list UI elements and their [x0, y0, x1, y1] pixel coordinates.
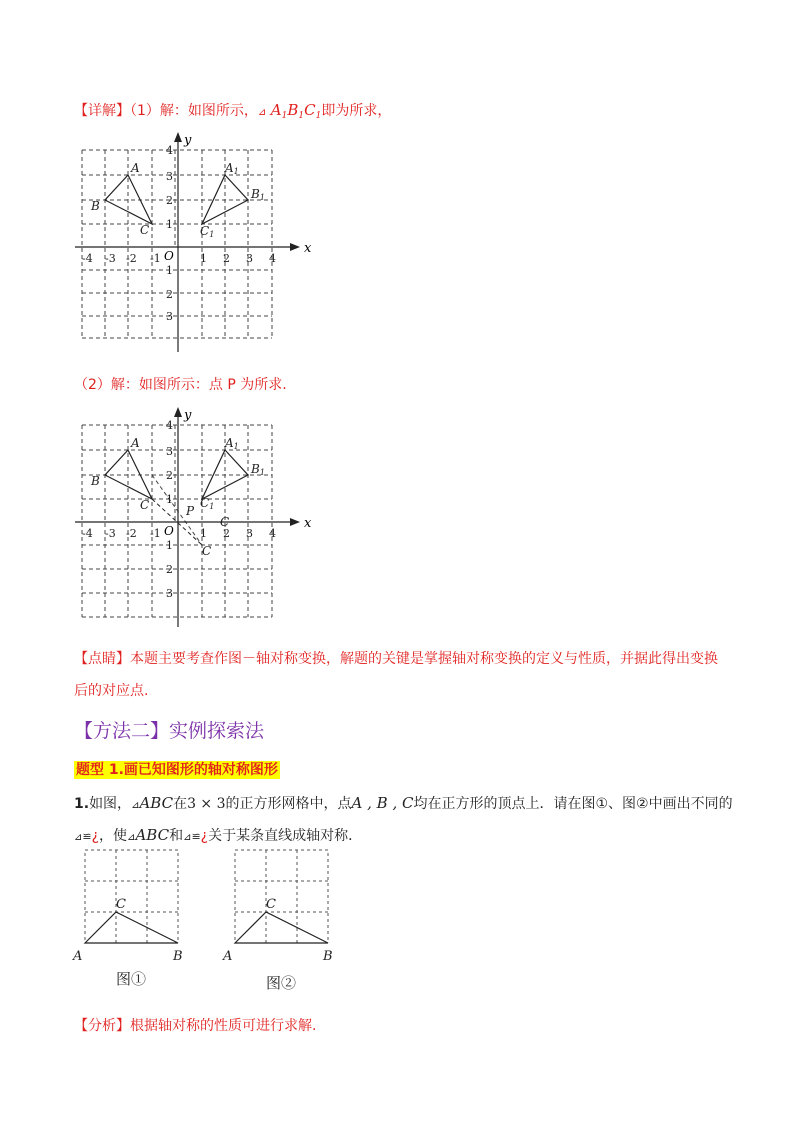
svg-text:-1: -1: [150, 527, 161, 540]
svg-text:-4: -4: [82, 252, 93, 265]
fig1-label-a: A: [73, 949, 83, 964]
grid-size: 3 × 3: [187, 796, 226, 812]
analysis-line: [74, 1015, 316, 1035]
svg-text:-2: -2: [126, 527, 137, 540]
graph2-y-arrow: [174, 407, 182, 417]
graph2-label-a1: A1: [225, 436, 239, 451]
svg-text:1: 1: [166, 264, 173, 277]
graph2-origin: O: [164, 524, 174, 538]
graph2-label-c1: C1: [200, 496, 215, 511]
comment-bracket: 【点睛】: [74, 651, 130, 667]
svg-text:4: 4: [166, 419, 173, 432]
detail-bracket: 【详解】: [74, 103, 130, 119]
svg-text:1: 1: [166, 218, 173, 231]
fig1-label-b: B: [173, 949, 183, 964]
coordinate-graph-2: [70, 405, 320, 630]
graph1-origin: O: [164, 249, 174, 263]
triangle-symbol: ⊿: [257, 107, 267, 118]
triangle-a1b1c1: $A_1B_1C_1$: [270, 101, 322, 121]
method-heading: 【方法二】实例探索法: [74, 720, 265, 742]
graph2-label-c1-prime: C: [202, 544, 212, 558]
graph1-x-ticks: [82, 252, 276, 265]
svg-text:1: 1: [166, 539, 173, 552]
fig2-label-a: A: [223, 949, 233, 964]
graph2-label-c: C: [140, 498, 150, 512]
graph1-grid: [82, 150, 272, 338]
problem-line-1: 1.如图，⊿ABC在3 × 3的正方形网格中，点A , B , C均在正方形的顶点上．请在图①、图②中画出不同的: [74, 794, 733, 812]
analysis-text: 根据轴对称的性质可进行求解.: [130, 1018, 317, 1034]
question-type-highlight: 题型 1.画已知图形的轴对称图形: [76, 762, 278, 778]
svg-text:-1: -1: [150, 252, 161, 265]
graph2-label-c-axis: C: [220, 515, 230, 529]
comment-line-1: [74, 648, 718, 668]
graph2-label-p: P: [186, 504, 195, 518]
graph2-y-ticks: [166, 419, 173, 600]
graph1-label-a1: A1: [225, 161, 239, 176]
graph2-x-arrow: [290, 518, 300, 526]
svg-text:4: 4: [166, 144, 173, 157]
points-abc: A , B , C: [351, 794, 414, 812]
svg-text:2: 2: [166, 563, 173, 576]
graph1-label-a: A: [131, 161, 140, 175]
part2-text: （2）解：如图所示：点 P 为所求.: [74, 377, 287, 393]
svg-text:3: 3: [246, 527, 253, 540]
figure-1-grid: [70, 845, 195, 970]
graph1-x-arrow: [290, 243, 300, 251]
detail-part1-prefix: （1）解：如图所示，: [130, 103, 258, 119]
svg-text:3: 3: [166, 587, 173, 600]
svg-text:3: 3: [166, 310, 173, 323]
svg-text:3: 3: [246, 252, 253, 265]
fig1-label-c: C: [116, 897, 126, 912]
svg-text:1: 1: [200, 252, 207, 265]
graph1-label-c: C: [140, 223, 150, 237]
graph1-label-b: B: [91, 199, 100, 213]
coordinate-graph-1: [70, 130, 320, 355]
graph1-x-label: x: [304, 241, 312, 256]
graph1-y-label: y: [184, 133, 192, 148]
svg-text:-4: -4: [82, 527, 93, 540]
svg-text:-3: -3: [105, 527, 116, 540]
figure-1-caption: 图①: [116, 970, 147, 988]
svg-text:1: 1: [200, 527, 207, 540]
figure-2-grid: [220, 845, 345, 970]
triangle-abc: ABC: [139, 794, 174, 812]
analysis-bracket: 【分析】: [74, 1018, 130, 1034]
detail-line: [74, 100, 391, 121]
svg-text:2: 2: [223, 527, 230, 540]
problem-number: 1.: [74, 796, 90, 812]
comment-text-1: 本题主要考查作图－轴对称变换，解题的关键是掌握轴对称变换的定义与性质，并据此得出变换: [130, 651, 718, 667]
svg-text:3: 3: [166, 170, 173, 183]
svg-text:-2: -2: [126, 252, 137, 265]
graph1-label-c1: C1: [200, 224, 215, 239]
svg-text:2: 2: [223, 252, 230, 265]
fig2-label-b: B: [323, 949, 333, 964]
svg-text:2: 2: [166, 194, 173, 207]
svg-text:4: 4: [269, 527, 276, 540]
detail-part1-suffix: 即为所求，: [321, 103, 392, 119]
question-type-line: [74, 759, 280, 779]
graph1-y-arrow: [174, 132, 182, 142]
graph2-label-b: B: [91, 474, 100, 488]
graph1-label-b1: B1: [251, 187, 265, 202]
svg-text:4: 4: [269, 252, 276, 265]
svg-text:2: 2: [166, 288, 173, 301]
graph2-y-label: y: [184, 408, 192, 423]
fig2-label-c: C: [266, 897, 276, 912]
figure-2-caption: 图②: [266, 974, 297, 992]
svg-text:-3: -3: [105, 252, 116, 265]
graph1-y-ticks: [166, 144, 173, 323]
comment-line-2: 后的对应点.: [74, 683, 149, 699]
graph2-x-label: x: [304, 516, 312, 531]
svg-text:1: 1: [166, 493, 173, 506]
graph2-grid: [82, 425, 272, 617]
figure-1-triangle: [85, 912, 178, 943]
svg-text:2: 2: [166, 469, 173, 482]
graph2-x-ticks: [82, 527, 276, 540]
graph2-label-a: A: [131, 436, 140, 450]
graph2-label-b1: B1: [251, 462, 265, 477]
problem-line-2: ⊿≌¿，使⊿ABC和⊿≌¿关于某条直线成轴对称．: [74, 826, 363, 844]
figure-2-triangle: [235, 912, 328, 943]
svg-text:3: 3: [166, 445, 173, 458]
